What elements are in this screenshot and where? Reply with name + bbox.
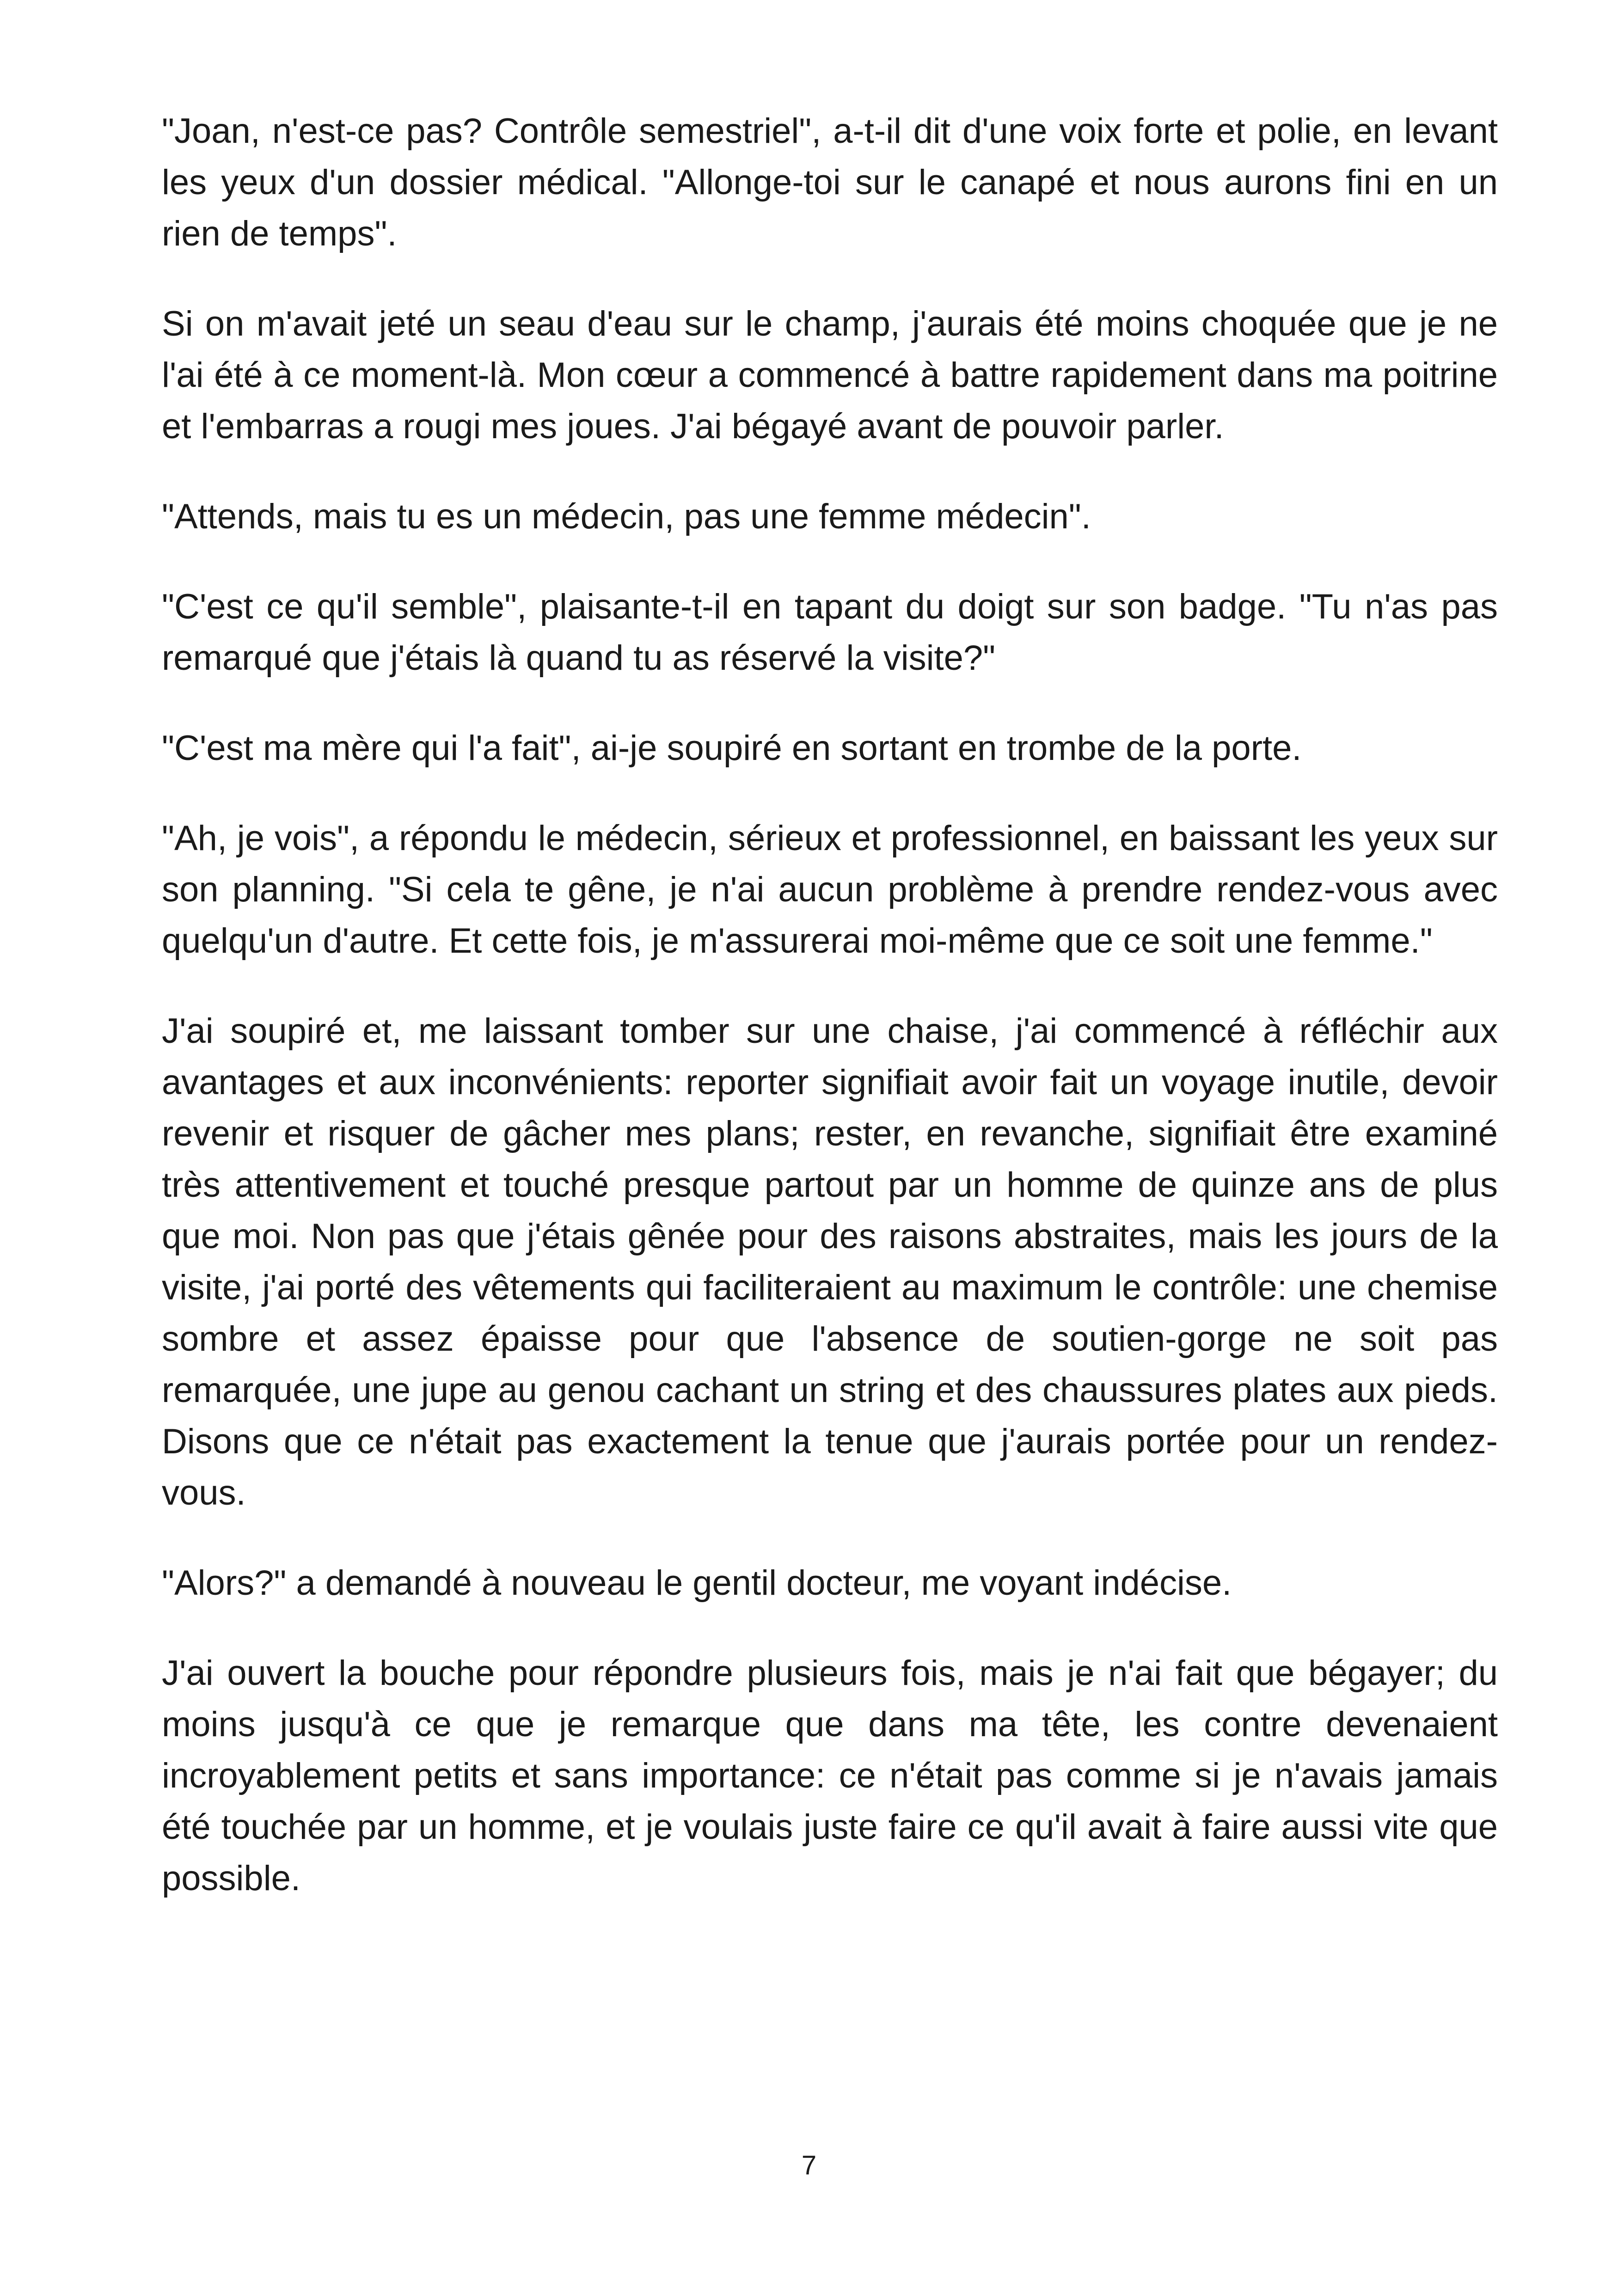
paragraph-5: "C'est ma mère qui l'a fait", ai-je soupiré en sortant en trombe de la porte.	[162, 729, 1302, 768]
paragraph-1: "Joan, n'est-ce pas? Contrôle semestriel", a-t-il dit d'une voix forte et polie, en levant les yeux d'un dossier médical. "Allonge-toi sur le canapé et nous aurons fini en un rien de temps".	[162, 111, 1498, 253]
paragraph-9: J'ai ouvert la bouche pour répondre plusieurs fois, mais je n'ai fait que bégayer; du moins jusqu'à ce que je remarque que dans ma tête, les contre devenaient incroyablement petits et sans importance: ce n'était pas comme si je n'avais jamais été touchée par un homme, et je voulais juste faire ce qu'il avait à faire aussi vite que possible.	[162, 1653, 1498, 1898]
paragraph-7: J'ai soupiré et, me laissant tomber sur une chaise, j'ai commencé à réfléchir aux avantages et aux inconvénients: reporter signifiait avoir fait un voyage inutile, devoir revenir et risquer de gâcher mes plans; rester, en revanche, signifiait être examiné très attentivement et touché presque partout par un homme de quinze ans de plus que moi. Non pas que j'étais gênée pour des raisons abstraites, mais les jours de la visite, j'ai porté des vêtements qui faciliteraient au maximum le contrôle: une chemise sombre et assez épaisse pour que l'absence de soutien-gorge ne soit pas remarquée, une jupe au genou cachant un string et des chaussures plates aux pieds. Disons que ce n'était pas exactement la tenue que j'aurais portée pour un rendez-vous.	[162, 1011, 1498, 1512]
paragraph-2: Si on m'avait jeté un seau d'eau sur le champ, j'aurais été moins choquée que je ne l'ai été à ce moment-là. Mon cœur a commencé à battre rapidement dans ma poitrine et l'embarras a rougi mes joues. J'ai bégayé avant de pouvoir parler.	[162, 304, 1498, 446]
body-text	[162, 105, 1498, 1904]
paragraph-8: "Alors?" a demandé à nouveau le gentil docteur, me voyant indécise.	[162, 1563, 1232, 1603]
page-number: 7	[801, 2150, 817, 2180]
paragraph-4: "C'est ce qu'il semble", plaisante-t-il en tapant du doigt sur son badge. "Tu n'as pas remarqué que j'étais là quand tu as réservé la visite?"	[162, 587, 1498, 678]
paragraph-3: "Attends, mais tu es un médecin, pas une femme médecin".	[162, 497, 1091, 536]
paragraph-6: "Ah, je vois", a répondu le médecin, sérieux et professionnel, en baissant les yeux sur son planning. "Si cela te gêne, je n'ai aucun problème à prendre rendez-vous avec quelqu'un d'autre. Et cette fois, je m'assurerai moi-même que ce soit une femme."	[162, 819, 1498, 961]
